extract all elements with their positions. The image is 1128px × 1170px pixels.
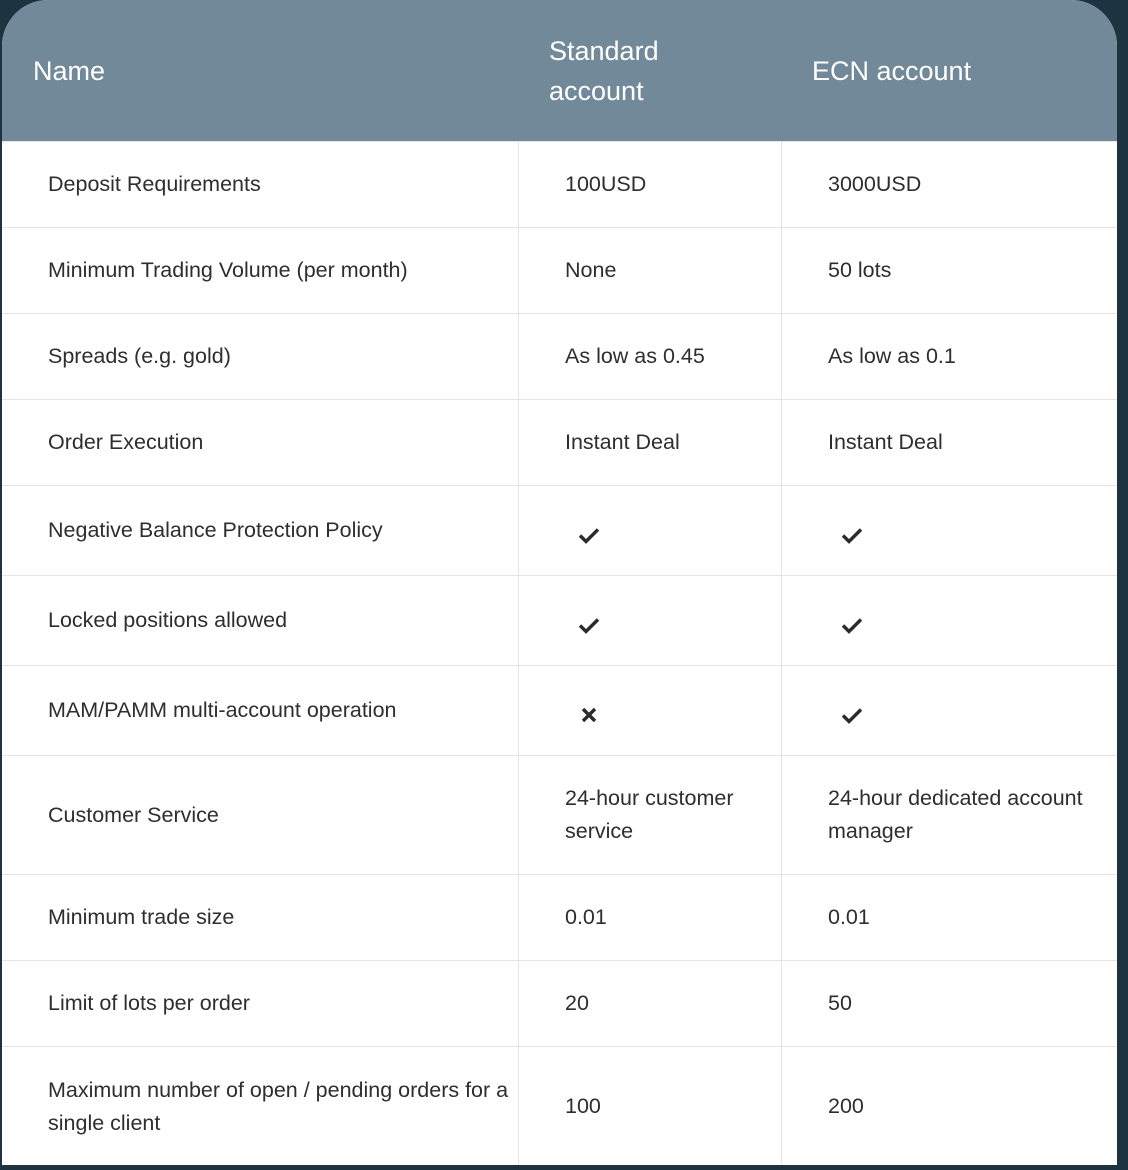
account-comparison-table <box>2 0 1117 1165</box>
check-icon <box>840 523 864 547</box>
row-ecn-value: 0.01 <box>781 875 1117 960</box>
row-name: Deposit Requirements <box>48 172 261 196</box>
check-icon <box>577 613 601 637</box>
row-standard-value: 24-hour customer service <box>518 756 781 874</box>
row-standard-value: 100 <box>518 1047 781 1165</box>
row-name: Order Execution <box>48 430 204 454</box>
row-name: Locked positions allowed <box>48 608 288 632</box>
row-standard-value: As low as 0.45 <box>518 314 781 399</box>
row-ecn-value <box>781 666 1117 755</box>
table-row <box>2 141 1117 227</box>
cross-icon <box>577 703 601 727</box>
header-standard-account <box>518 0 781 141</box>
header-standard-label: Standard account <box>549 35 659 106</box>
row-name: Limit of lots per order <box>48 991 250 1015</box>
row-ecn-value: 3000USD <box>781 142 1117 227</box>
table-row <box>2 575 1117 665</box>
row-standard-value: 0.01 <box>518 875 781 960</box>
row-ecn-value: 24-hour dedicated account manager <box>781 756 1117 874</box>
row-ecn-value: 50 <box>781 961 1117 1046</box>
row-ecn-value: Instant Deal <box>781 400 1117 485</box>
row-standard-value: Instant Deal <box>518 400 781 485</box>
header-name: Name <box>33 55 106 86</box>
table-row <box>2 485 1117 575</box>
check-icon <box>840 613 864 637</box>
table-header <box>2 0 1117 141</box>
table-row <box>2 399 1117 485</box>
row-name: Customer Service <box>48 802 219 827</box>
row-standard-value <box>518 576 781 665</box>
table-row <box>2 960 1117 1046</box>
row-name: MAM/PAMM multi-account operation <box>48 698 397 722</box>
row-ecn-value: 200 <box>781 1047 1117 1165</box>
check-icon <box>577 523 601 547</box>
table-row <box>2 227 1117 313</box>
table-row <box>2 665 1117 755</box>
header-ecn-account: ECN account <box>812 55 972 86</box>
row-standard-value: 20 <box>518 961 781 1046</box>
row-ecn-value <box>781 576 1117 665</box>
row-name: Negative Balance Protection Policy <box>48 518 383 542</box>
table-row <box>2 874 1117 960</box>
row-name: Minimum Trading Volume (per month) <box>48 258 408 282</box>
row-ecn-value: As low as 0.1 <box>781 314 1117 399</box>
table-row <box>2 313 1117 399</box>
row-name: Spreads (e.g. gold) <box>48 344 231 368</box>
row-standard-value: 100USD <box>518 142 781 227</box>
row-name: Maximum number of open / pending orders for a single client <box>48 1077 509 1135</box>
row-ecn-value: 50 lots <box>781 228 1117 313</box>
row-standard-value: None <box>518 228 781 313</box>
table-row <box>2 755 1117 874</box>
check-icon <box>840 703 864 727</box>
row-standard-value <box>518 486 781 575</box>
row-ecn-value <box>781 486 1117 575</box>
row-standard-value <box>518 666 781 755</box>
row-name: Minimum trade size <box>48 905 235 929</box>
table-row <box>2 1046 1117 1165</box>
